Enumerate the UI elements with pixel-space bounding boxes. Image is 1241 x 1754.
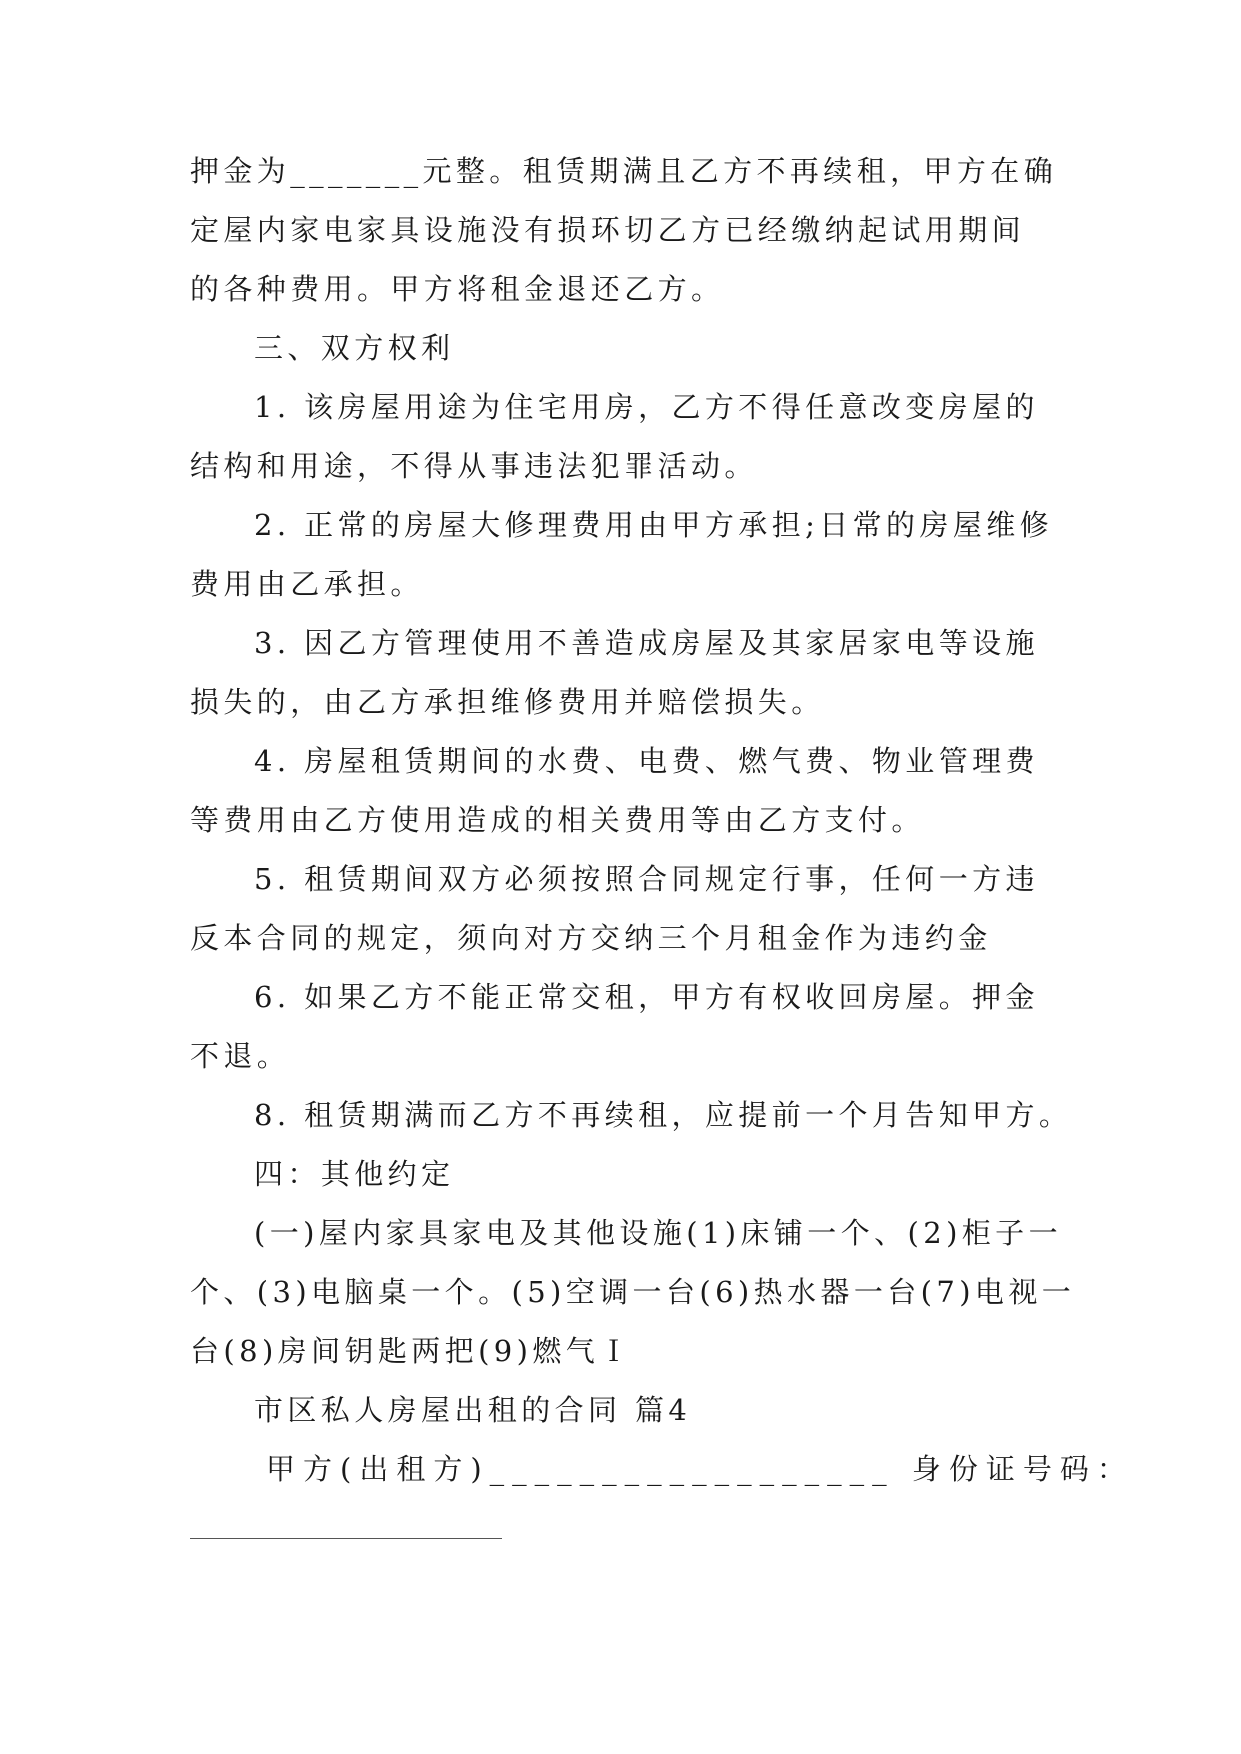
paragraph-line: 的各种费用。甲方将租金退还乙方。	[190, 272, 725, 306]
paragraph-line: 等费用由乙方使用造成的相关费用等由乙方支付。	[190, 803, 925, 837]
document-section-title: 市区私人房屋出租的合同 篇4	[254, 1393, 692, 1427]
section-heading: 四：其他约定	[254, 1157, 455, 1191]
clause-item: 2. 正常的房屋大修理费用由甲方承担;日常的房屋维修	[254, 508, 1054, 542]
clause-item: 6. 如果乙方不能正常交租，甲方有权收回房屋。押金	[254, 980, 1039, 1014]
clause-item: 4. 房屋租赁期间的水费、电费、燃气费、物业管理费	[254, 744, 1039, 778]
paragraph-line: 费用由乙承担。	[190, 567, 424, 601]
paragraph-line: 定屋内家电家具设施没有损环切乙方已经缴纳起试用期间	[190, 213, 1026, 247]
clause-item: 3. 因乙方管理使用不善造成房屋及其家居家电等设施	[254, 626, 1039, 660]
blank-underline	[190, 1538, 502, 1539]
clause-item: 1. 该房屋用途为住宅用房，乙方不得任意改变房屋的	[254, 390, 1039, 424]
paragraph-line: 押金为_______元整。租赁期满且乙方不再续租，甲方在确	[190, 154, 1058, 188]
clause-item: (一)屋内家具家电及其他设施(1)床铺一个、(2)柜子一	[254, 1216, 1062, 1250]
section-heading: 三、双方权利	[254, 331, 455, 365]
clause-item: 8. 租赁期满而乙方不再续租，应提前一个月告知甲方。	[254, 1098, 1073, 1132]
paragraph-line: 反本合同的规定，须向对方交纳三个月租金作为违约金	[190, 921, 992, 955]
paragraph-line: 损失的，由乙方承担维修费用并赔偿损失。	[190, 685, 825, 719]
paragraph-line: 不退。	[190, 1039, 291, 1073]
clause-item: 5. 租赁期间双方必须按照合同规定行事，任何一方违	[254, 862, 1039, 896]
paragraph-line: 结构和用途，不得从事违法犯罪活动。	[190, 449, 758, 483]
paragraph-line: 台(8)房间钥匙两把(9)燃气Ｉ	[190, 1334, 633, 1368]
party-a-line: 甲方(出租方)__________________ 身份证号码：	[266, 1452, 1134, 1486]
paragraph-line: 个、(3)电脑桌一个。(5)空调一台(6)热水器一台(7)电视一	[190, 1275, 1076, 1309]
